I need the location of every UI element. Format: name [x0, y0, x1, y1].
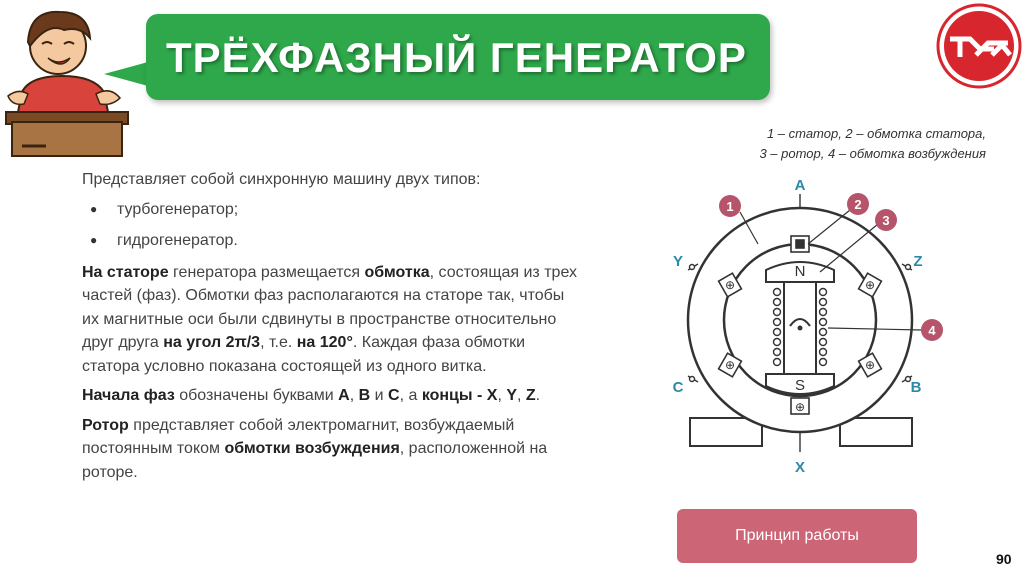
callout-4: 4: [928, 323, 936, 338]
title-banner: [146, 14, 770, 100]
phase-a-label: A: [794, 177, 806, 194]
base-foot-left: [690, 418, 762, 446]
callout-3: 3: [882, 213, 890, 228]
phase-x-label: X: [794, 459, 806, 476]
caption-line-2: 3 – ротор, 4 – обмотка возбуждения: [759, 146, 986, 161]
phase-z-label: Z: [913, 253, 923, 270]
pole-n-label: N: [794, 263, 806, 280]
caption-line-1: 1 – статор, 2 – обмотка статора,: [766, 126, 986, 141]
intro-text: Представляет собой синхронную машину двух типов:: [82, 171, 481, 188]
diagram-caption: [759, 124, 986, 164]
phases-paragraph: Начала фаз обозначены буквами А, В и С, а концы - X, Y, Z.: [82, 387, 541, 404]
stator-paragraph: На статоре генератора размещается обмотка, состоящая из трех частей (фаз). Обмотки фаз располагаются на статоре так, чтобы их магнитные оси были сдвинуты в пространстве относительно друг друга на угол 2π/3, т.е. на 120°. Каждая фаза обмотки статора условно показана состоящей из одного витка.: [82, 263, 577, 375]
pole-s-label: S: [794, 377, 806, 394]
phase-y-label: Y: [672, 253, 684, 270]
principle-button[interactable]: Принцип работы: [677, 509, 917, 563]
list-item: ● гидрогенератор.: [82, 229, 582, 253]
speech-bubble-tail: [104, 62, 148, 86]
svg-text:⊕: ⊕: [794, 400, 806, 414]
type-list: [82, 198, 582, 253]
phase-b-label: B: [910, 379, 922, 396]
rotor-paragraph: Ротор представляет собой электромагнит, возбуждаемый постоянным током обмотки возбуждения, расположенной на роторе.: [82, 416, 548, 481]
list-item: ● турбогенератор;: [82, 198, 582, 222]
description-text: [82, 168, 582, 490]
generator-diagram: [660, 170, 960, 480]
callout-1: 1: [726, 199, 734, 214]
brand-logo: [936, 3, 1022, 89]
svg-text:⊕: ⊕: [864, 278, 876, 292]
svg-text:⊕: ⊕: [724, 278, 736, 292]
callout-2: 2: [854, 197, 862, 212]
page-number: 90: [996, 551, 1012, 567]
page-title: ТРЁХФАЗНЫЙ ГЕНЕРАТОР: [166, 34, 747, 81]
svg-text:⊕: ⊕: [724, 358, 736, 372]
phase-c-label: C: [672, 379, 684, 396]
base-foot-right: [840, 418, 912, 446]
svg-text:⊕: ⊕: [864, 358, 876, 372]
